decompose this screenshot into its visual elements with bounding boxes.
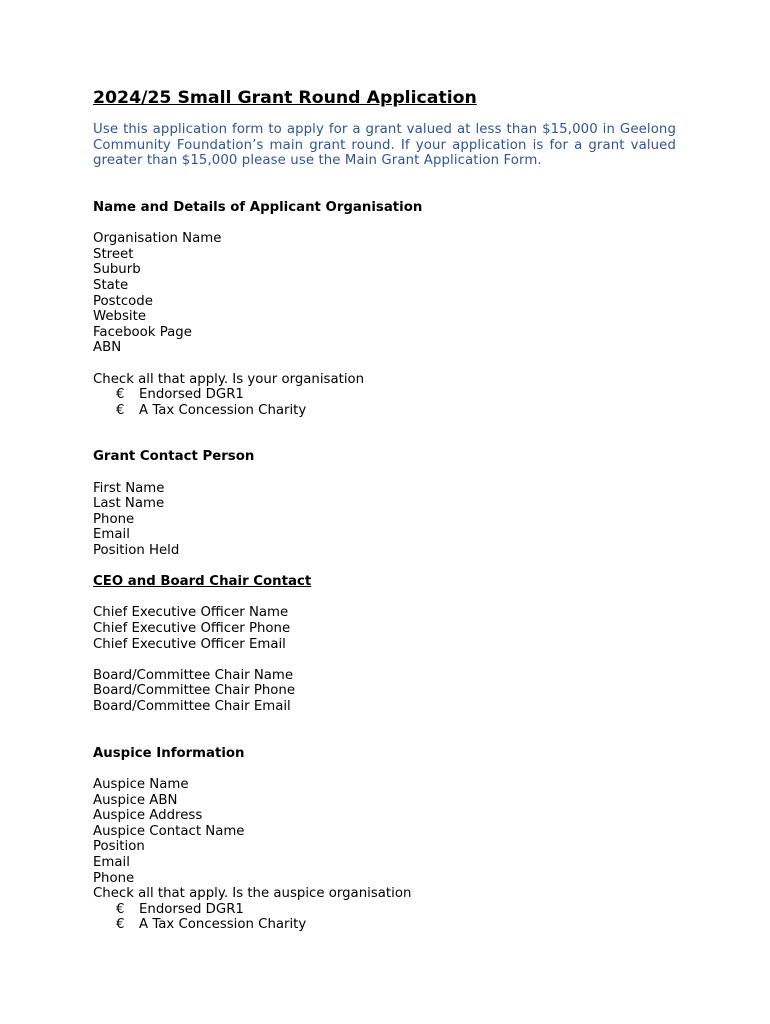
field-label-organisation-name: Organisation Name <box>93 231 222 247</box>
organisation-section <box>93 200 676 418</box>
field-label-suburb: Suburb <box>93 262 141 278</box>
field-label-auspice-email: Email <box>93 854 130 870</box>
option-label: Endorsed DGR1 <box>139 387 244 403</box>
checkbox-icon[interactable]: € <box>116 387 125 403</box>
field-label-auspice-name: Auspice Name <box>93 776 189 792</box>
field-label-email: Email <box>93 527 130 543</box>
field-label-phone: Phone <box>93 511 135 527</box>
intro-paragraph: Use this application form to apply for a grant valued at less than $15,000 in Geelong Community Foundation’s main grant round. If your application is for a grant valued greater than $15,000 please use the Main Grant Application Form. <box>93 122 676 169</box>
auspice-check-prompt: Check all that apply. Is the auspice organisation <box>93 886 412 902</box>
field-label-auspice-address: Auspice Address <box>93 808 203 824</box>
field-label-postcode: Postcode <box>93 293 153 309</box>
leadership-section <box>93 574 676 714</box>
contact-heading: Grant Contact Person <box>93 449 255 465</box>
field-label-state: State <box>93 277 129 293</box>
checkbox-icon[interactable]: € <box>116 402 125 418</box>
field-label-position-held: Position Held <box>93 543 180 559</box>
field-label-abn: ABN <box>93 340 122 356</box>
document-title: 2024/25 Small Grant Round Application <box>93 88 477 108</box>
field-label-auspice-abn: Auspice ABN <box>93 792 178 808</box>
auspice-heading: Auspice Information <box>93 745 245 761</box>
checkbox-icon[interactable]: € <box>116 901 125 917</box>
organisation-heading: Name and Details of Applicant Organisation <box>93 199 423 215</box>
document-page <box>93 87 676 933</box>
field-label-auspice-phone: Phone <box>93 870 135 886</box>
field-label-website: Website <box>93 309 147 325</box>
organisation-option-tax-concession[interactable] <box>93 403 676 419</box>
field-label-ceo-name: Chief Executive Officer Name <box>93 605 289 621</box>
field-label-facebook-page: Facebook Page <box>93 324 192 340</box>
option-label: A Tax Concession Charity <box>139 917 307 933</box>
field-label-ceo-email: Chief Executive Officer Email <box>93 636 286 652</box>
option-label: Endorsed DGR1 <box>139 901 244 917</box>
auspice-option-tax-concession[interactable] <box>93 917 676 933</box>
option-label: A Tax Concession Charity <box>139 402 307 418</box>
field-label-auspice-contact-name: Auspice Contact Name <box>93 823 245 839</box>
field-label-auspice-position: Position <box>93 839 145 855</box>
organisation-check-prompt: Check all that apply. Is your organisation <box>93 371 365 387</box>
leadership-heading: CEO and Board Chair Contact <box>93 574 312 590</box>
field-label-street: Street <box>93 246 134 262</box>
field-label-chair-name: Board/Committee Chair Name <box>93 667 294 683</box>
checkbox-icon[interactable]: € <box>116 917 125 933</box>
field-label-ceo-phone: Chief Executive Officer Phone <box>93 621 291 636</box>
auspice-option-dgr1[interactable] <box>93 902 676 918</box>
field-label-chair-email: Board/Committee Chair Email <box>93 698 291 714</box>
field-label-last-name: Last Name <box>93 496 165 512</box>
organisation-option-dgr1[interactable] <box>93 387 676 403</box>
contact-section <box>93 449 676 558</box>
auspice-section <box>93 746 676 933</box>
field-label-chair-phone: Board/Committee Chair Phone <box>93 683 296 699</box>
field-label-first-name: First Name <box>93 480 165 496</box>
